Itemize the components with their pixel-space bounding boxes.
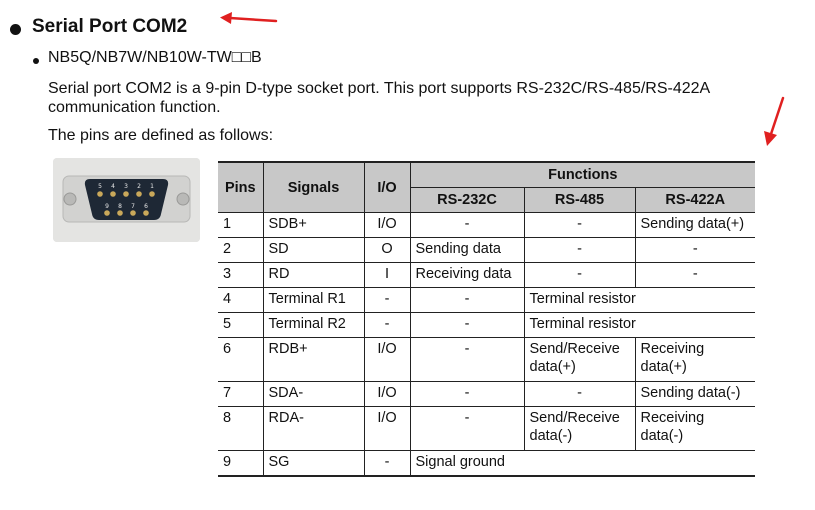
rs232c-cell: - <box>410 313 524 338</box>
header-rs232c: RS-232C <box>410 188 524 213</box>
table-row <box>218 263 755 288</box>
io-cell: - <box>364 313 410 338</box>
rs485-cell: - <box>524 382 635 407</box>
io-cell: - <box>364 451 410 477</box>
model-bullet <box>33 58 39 64</box>
pin-cell: 6 <box>218 338 263 382</box>
table-row <box>218 338 755 382</box>
rs485-cell: Send/Receive data(-) <box>524 407 635 451</box>
annotation-arrow-left <box>216 10 280 30</box>
rs232c-cell: Sending data <box>410 238 524 263</box>
connector-pin-label: 2 <box>137 183 141 190</box>
rs232c-cell: - <box>410 382 524 407</box>
rs485-cell: - <box>524 213 635 238</box>
port-description: Serial port COM2 is a 9-pin D-type socket port. This port supports RS-232C/RS-485/RS-422A communication function. <box>48 80 710 116</box>
rs422a-cell: - <box>635 238 755 263</box>
rs232c-cell: - <box>410 338 524 382</box>
rs232c-cell: Receiving data <box>410 263 524 288</box>
connector-pin-label: 6 <box>144 203 148 210</box>
header-rs422a: RS-422A <box>635 188 755 213</box>
rs422a-cell: - <box>635 263 755 288</box>
header-io: I/O <box>364 162 410 213</box>
io-cell: I/O <box>364 407 410 451</box>
header-pins: Pins <box>218 162 263 213</box>
rs485-cell: Send/Receive data(+) <box>524 338 635 382</box>
db9-connector-drawing <box>53 158 200 242</box>
table-row <box>218 288 755 313</box>
pin-cell: 3 <box>218 263 263 288</box>
header-rs485: RS-485 <box>524 188 635 213</box>
rs422a-cell: Receiving data(-) <box>635 407 755 451</box>
pin-cell: 5 <box>218 313 263 338</box>
section-title: Serial Port COM2 <box>32 16 188 37</box>
io-cell: - <box>364 288 410 313</box>
table-row <box>218 407 755 451</box>
rs485-cell: - <box>524 238 635 263</box>
table-row <box>218 313 755 338</box>
signal-cell: SD <box>263 238 364 263</box>
pin-cell: 4 <box>218 288 263 313</box>
rs422a-cell: Sending data(-) <box>635 382 755 407</box>
pin-cell: 2 <box>218 238 263 263</box>
signal-cell: SDB+ <box>263 213 364 238</box>
db9-connector-image <box>53 158 200 242</box>
io-cell: O <box>364 238 410 263</box>
rs485-422a-cell: Terminal resistor <box>524 288 755 313</box>
table-row <box>218 382 755 407</box>
io-cell: I/O <box>364 382 410 407</box>
rs485-cell: - <box>524 263 635 288</box>
signal-cell: SG <box>263 451 364 477</box>
pin-cell: 1 <box>218 213 263 238</box>
connector-pin-label: 4 <box>111 183 115 190</box>
rs232c-cell: - <box>410 213 524 238</box>
table-row <box>218 213 755 238</box>
rs422a-cell: Sending data(+) <box>635 213 755 238</box>
connector-pin-label: 8 <box>118 203 122 210</box>
all-functions-cell: Signal ground <box>410 451 755 477</box>
rs232c-cell: - <box>410 407 524 451</box>
signal-cell: SDA- <box>263 382 364 407</box>
connector-pin-label: 1 <box>150 183 154 190</box>
rs232c-cell: - <box>410 288 524 313</box>
pin-cell: 8 <box>218 407 263 451</box>
signal-cell: Terminal R1 <box>263 288 364 313</box>
pin-cell: 7 <box>218 382 263 407</box>
connector-pin-label: 9 <box>105 203 109 210</box>
table-row <box>218 451 755 477</box>
header-functions: Functions <box>410 162 755 188</box>
connector-pin-label: 5 <box>98 183 102 190</box>
pin-definition-table <box>218 161 755 477</box>
io-cell: I/O <box>364 213 410 238</box>
signal-cell: Terminal R2 <box>263 313 364 338</box>
rs485-422a-cell: Terminal resistor <box>524 313 755 338</box>
signal-cell: RD <box>263 263 364 288</box>
signal-cell: RDB+ <box>263 338 364 382</box>
io-cell: I/O <box>364 338 410 382</box>
pins-intro: The pins are defined as follows: <box>48 127 274 144</box>
section-bullet <box>10 24 21 35</box>
table-row <box>218 238 755 263</box>
connector-pin-label: 3 <box>124 183 128 190</box>
model-name: NB5Q/NB7W/NB10W-TW□□B <box>48 49 262 66</box>
rs422a-cell: Receiving data(+) <box>635 338 755 382</box>
header-signals: Signals <box>263 162 364 213</box>
pin-cell: 9 <box>218 451 263 477</box>
connector-pin-label: 7 <box>131 203 135 210</box>
signal-cell: RDA- <box>263 407 364 451</box>
io-cell: I <box>364 263 410 288</box>
